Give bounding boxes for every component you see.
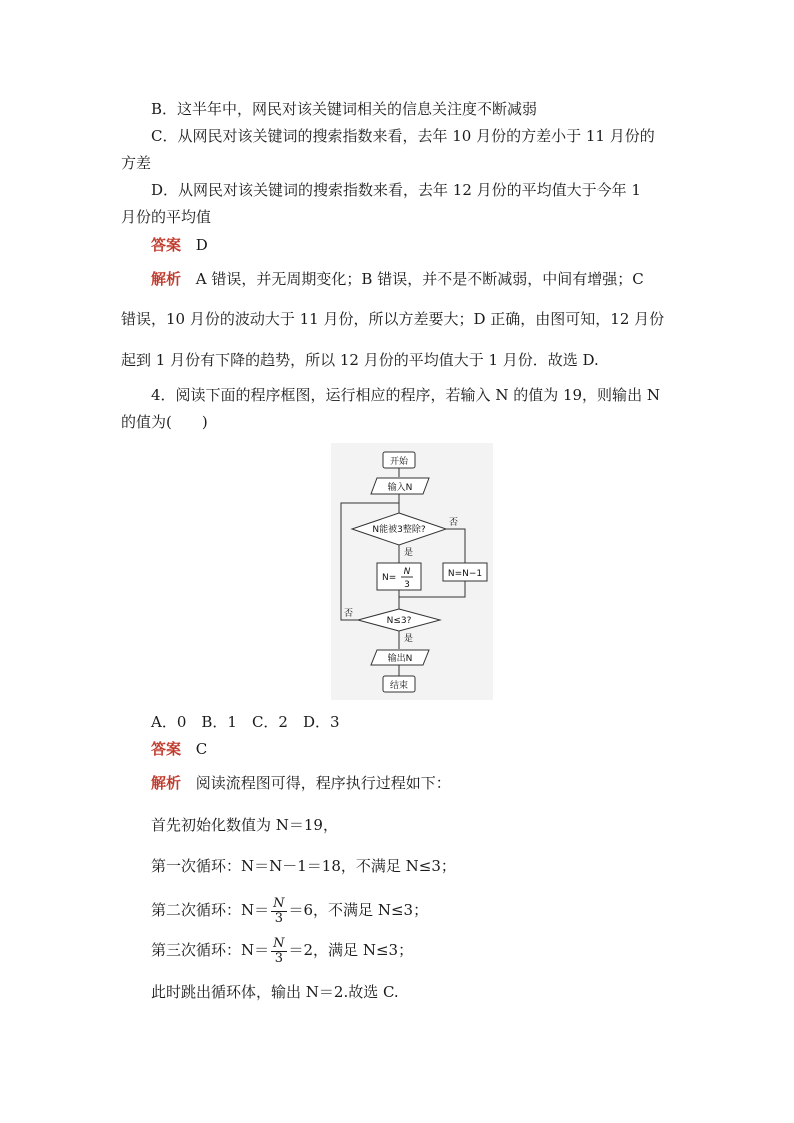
step2-denominator: 3 <box>274 910 283 926</box>
fc-yes1: 是 <box>404 548 414 558</box>
solution-label: 解析 <box>151 270 182 288</box>
option-d-line2: 月份的平均值 <box>121 208 212 226</box>
fc-assign-div-den: 3 <box>404 580 410 590</box>
answer-value: D <box>195 236 208 254</box>
fc-output-text: 输出N <box>387 654 413 664</box>
fc-assign-div-left: N= <box>382 573 397 583</box>
step2-suffix: ＝6，不满足 N≤3； <box>288 901 429 919</box>
step3-prefix: 第三次循环：N＝ <box>151 941 270 959</box>
q4-answer <box>151 738 207 760</box>
q3-solution-line3: 起到 1 月份有下降的趋势，所以 12 月份的平均值大于 1 月份．故选 D. <box>121 351 599 369</box>
fc-decision2-text: N≤3? <box>386 616 412 626</box>
step3-suffix: ＝2，满足 N≤3； <box>288 941 414 959</box>
q4-stem-line2: 的值为( ) <box>121 413 208 431</box>
fc-no2: 否 <box>344 609 354 619</box>
q4-solution-intro <box>151 772 451 794</box>
step3-fraction <box>271 937 286 966</box>
fc-decision1-text: N能被3整除? <box>372 525 426 535</box>
q4-stem-line1: 4．阅读下面的程序框图，运行相应的程序，若输入 N 的值为 19，则输出 N <box>151 386 660 404</box>
step2-fraction <box>271 897 286 926</box>
fc-input-text: 输入N <box>387 483 413 493</box>
step2-prefix: 第二次循环：N＝ <box>151 901 270 919</box>
fc-assign-div-num: N <box>403 567 411 577</box>
option-d-line1: D．从网民对该关键词的搜索指数来看，去年 12 月份的平均值大于今年 1 <box>151 181 641 199</box>
solution-label: 解析 <box>151 774 182 792</box>
step2-numerator: N <box>273 895 285 911</box>
q3-solution-line2: 错误，10 月份的波动大于 11 月份，所以方差要大；D 正确，由图可知，12 月份 <box>121 310 665 328</box>
step3-denominator: 3 <box>274 950 283 966</box>
option-c-line1: C．从网民对该关键词的搜索指数来看，去年 10 月份的方差小于 11 月份的 <box>151 127 655 145</box>
program-flowchart <box>331 443 493 700</box>
q4-step1: 第一次循环：N＝N－1＝18，不满足 N≤3； <box>151 857 456 875</box>
answer-value: C <box>195 740 208 758</box>
step3-numerator: N <box>273 935 285 951</box>
fc-start-text: 开始 <box>389 457 409 467</box>
answer-label: 答案 <box>151 740 182 758</box>
fc-assign-minus-text: N=N−1 <box>447 569 483 579</box>
q3-answer <box>151 234 208 256</box>
q4-step0: 首先初始化数值为 N＝19， <box>151 816 338 834</box>
answer-label: 答案 <box>151 236 182 254</box>
q4-step2 <box>151 892 428 928</box>
fc-no1: 否 <box>449 518 459 528</box>
option-c-line2: 方差 <box>121 154 152 172</box>
q4-step4: 此时跳出循环体，输出 N＝2.故选 C. <box>151 983 399 1001</box>
fc-yes2: 是 <box>404 634 414 644</box>
q3-solution-line1 <box>151 268 644 290</box>
q4-choices: A．0 B．1 C．2 D．3 <box>151 713 340 731</box>
solution-text: 阅读流程图可得，程序执行过程如下： <box>195 774 451 792</box>
q4-step3 <box>151 932 413 968</box>
option-b: B．这半年中，网民对该关键词相关的信息关注度不断减弱 <box>151 100 538 118</box>
fc-end-text: 结束 <box>389 681 409 691</box>
solution-text: A 错误，并无周期变化；B 错误，并不是不断减弱，中间有增强；C <box>195 270 644 288</box>
